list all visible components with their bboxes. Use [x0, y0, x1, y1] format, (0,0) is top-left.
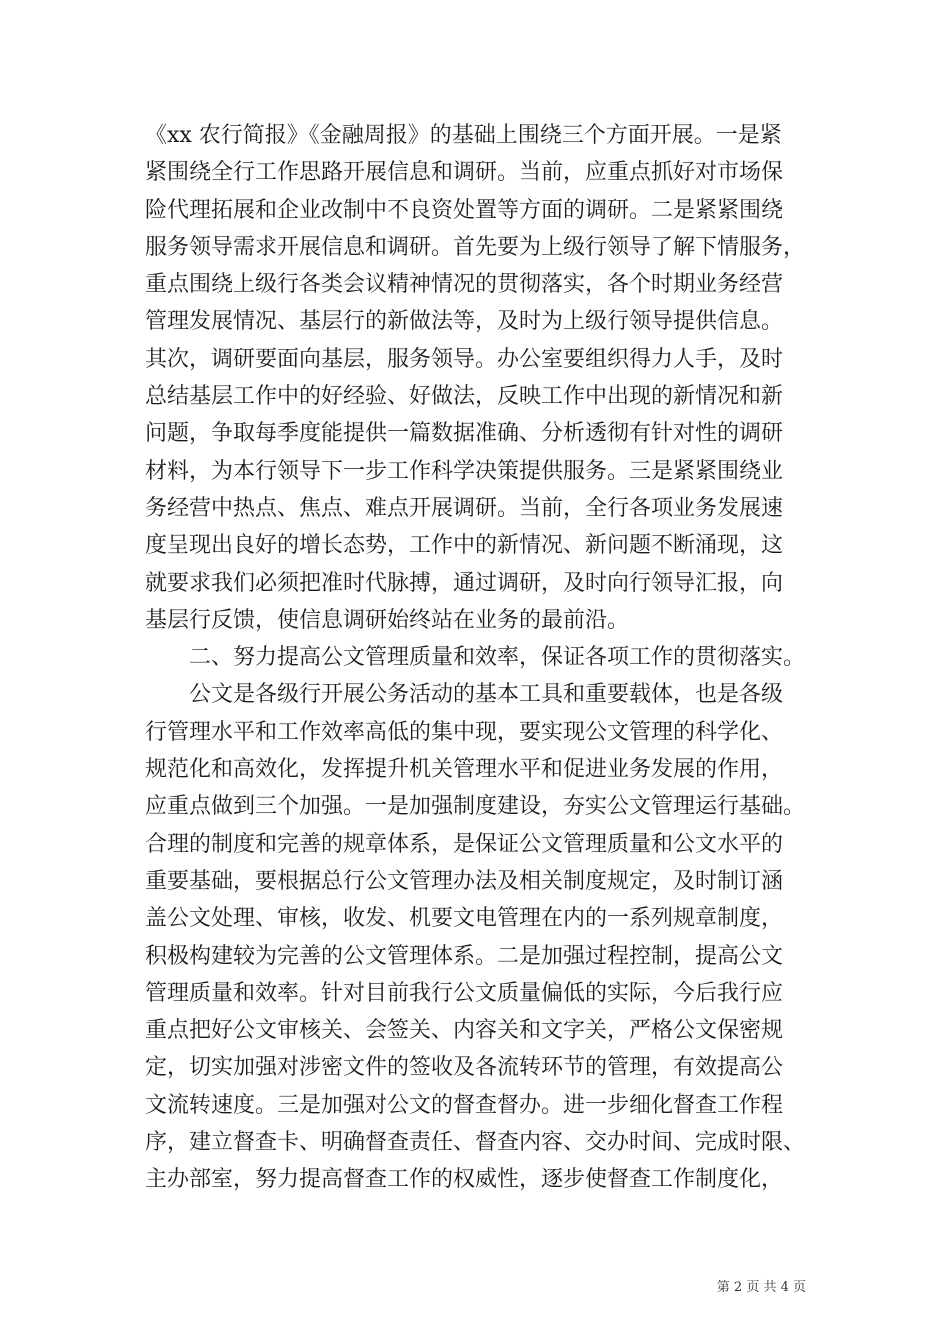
text-line: 定，切实加强对涉密文件的签收及各流转环节的管理，有效提高公: [145, 1055, 784, 1081]
text-line: 服务领导需求开展信息和调研。首先要为上级行领导了解下情服务，: [145, 234, 805, 260]
text-line: 盖公文处理、审核，收发、机要文电管理在内的一系列规章制度，: [145, 906, 784, 932]
text-line: 重要基础，要根据总行公文管理办法及相关制度规定，及时制订涵: [145, 868, 784, 894]
text-line: 合理的制度和完善的规章体系，是保证公文管理质量和公文水平的: [145, 831, 784, 857]
body-text: [145, 117, 805, 1199]
text-line: 应重点做到三个加强。一是加强制度建设，夯实公文管理运行基础。: [145, 794, 805, 820]
text-line: 行管理水平和工作效率高低的集中现，要实现公文管理的科学化、: [145, 719, 784, 745]
page-number: 第 2 页 共 4 页: [716, 1280, 806, 1295]
text-line: 管理发展情况、基层行的新做法等，及时为上级行领导提供信息。: [145, 309, 784, 335]
text-line: 问题，争取每季度能提供一篇数据准确、分析透彻有针对性的调研: [145, 421, 784, 447]
text-line: 险代理拓展和企业改制中不良资处置等方面的调研。二是紧紧围绕: [145, 197, 784, 223]
text-line: 就要求我们必须把准时代脉搏，通过调研，及时向行领导汇报，向: [145, 570, 784, 596]
text-line: 规范化和高效化，发挥提升机关管理水平和促进业务发展的作用，: [145, 757, 784, 783]
text-line: 积极构建较为完善的公文管理体系。二是加强过程控制，提高公文: [145, 943, 784, 969]
paragraph-first-line: 公文是各级行开展公务活动的基本工具和重要载体，也是各级: [189, 682, 784, 708]
text-line: 《xx 农行简报》《金融周报》的基础上围绕三个方面开展。一是紧: [145, 123, 782, 148]
text-line: 其次，调研要面向基层，服务领导。办公室要组织得力人手，及时: [145, 346, 784, 372]
text-line: 重点围绕上级行各类会议精神情况的贯彻落实，各个时期业务经营: [145, 272, 784, 298]
text-line: 务经营中热点、焦点、难点开展调研。当前，全行各项业务发展速: [145, 495, 784, 521]
text-line: 总结基层工作中的好经验、好做法，反映工作中出现的新情况和新: [145, 384, 784, 410]
text-line: 管理质量和效率。针对目前我行公文质量偏低的实际，今后我行应: [145, 980, 784, 1006]
text-line: 序，建立督查卡、明确督查责任、督查内容、交办时间、完成时限、: [145, 1130, 805, 1156]
text-line: 基层行反馈，使信息调研始终站在业务的最前沿。: [145, 607, 630, 633]
text-line: 度呈现出良好的增长态势，工作中的新情况、新问题不断涌现，这: [145, 533, 784, 559]
text-line: 紧围绕全行工作思路开展信息和调研。当前，应重点抓好对市场保: [145, 160, 784, 186]
text-line: 重点把好公文审核关、会签关、内容关和文字关，严格公文保密规: [145, 1018, 784, 1044]
text-line: 材料，为本行领导下一步工作科学决策提供服务。三是紧紧围绕业: [145, 458, 784, 484]
text-line: 主办部室，努力提高督查工作的权威性，逐步使督查工作制度化，: [145, 1167, 784, 1193]
text-line: 文流转速度。三是加强对公文的督查督办。进一步细化督查工作程: [145, 1092, 784, 1118]
section-heading: 二、努力提高公文管理质量和效率，保证各项工作的贯彻落实。: [189, 645, 805, 671]
